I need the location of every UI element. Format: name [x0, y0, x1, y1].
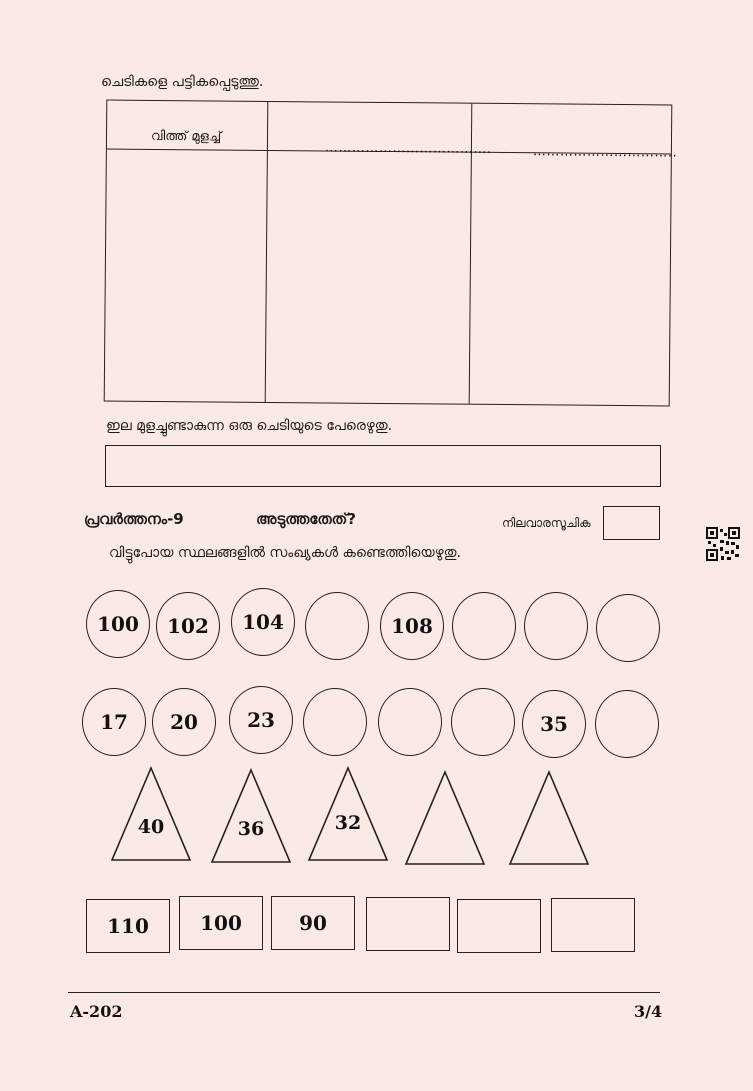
activity-instruction: വിട്ടുപോയ സ്ഥലങ്ങളിൽ സംഖ്യകൾ കണ്ടെത്തിയെഴുതു.: [109, 545, 461, 561]
circle-r1-5: 108: [380, 592, 444, 660]
score-label: നിലവാരസൂചിക: [502, 516, 591, 530]
score-box[interactable]: [603, 506, 660, 540]
triangle-2-value: 36: [237, 818, 265, 840]
square-1: 110: [86, 899, 170, 953]
circle-r1-4[interactable]: [305, 592, 369, 660]
plants-table: [104, 100, 678, 407]
paper-code: A-202: [70, 1002, 123, 1021]
circle-r2-8[interactable]: [595, 690, 659, 758]
page-number: 3/4: [634, 1002, 663, 1021]
activity-title: അടുത്തതേത്?: [256, 510, 357, 528]
circle-r1-2: 102: [156, 592, 220, 660]
square-3: 90: [271, 896, 355, 950]
footer-divider: [68, 992, 660, 993]
circle-r2-1: 17: [82, 688, 146, 756]
circle-r2-4[interactable]: [303, 688, 367, 756]
circle-r1-1: 100: [86, 590, 150, 658]
table-header-seed: വിത്ത് മുളച്ച്: [150, 128, 222, 145]
leaf-answer-box[interactable]: [105, 445, 661, 487]
circle-r2-3: 23: [229, 686, 293, 754]
table-header-blank-1[interactable]: ……………………………….: [324, 140, 492, 157]
triangle-1: [110, 766, 192, 862]
square-6[interactable]: [551, 898, 635, 952]
qr-code-icon: [706, 527, 740, 561]
triangle-3-value: 32: [334, 812, 362, 834]
activity-label: പ്രവർത്തനം-9: [84, 510, 184, 528]
square-2: 100: [179, 896, 263, 950]
triangle-5[interactable]: [508, 770, 590, 866]
square-5[interactable]: [457, 899, 541, 953]
circle-r1-8[interactable]: [596, 594, 660, 662]
circle-r2-5[interactable]: [378, 688, 442, 756]
circle-r1-3: 104: [231, 588, 295, 656]
triangle-4[interactable]: [404, 770, 486, 866]
table-header-blank-2[interactable]: …………………………..: [532, 144, 678, 161]
triangle-2: [210, 768, 292, 864]
circle-r2-2: 20: [152, 688, 216, 756]
table-instruction: ചെടികളെ പട്ടികപ്പെടുത്തു.: [101, 74, 264, 90]
square-4[interactable]: [366, 897, 450, 951]
circle-r2-6[interactable]: [451, 688, 515, 756]
table-divider-1: [265, 102, 269, 402]
circle-r2-7: 35: [522, 690, 586, 758]
triangle-1-value: 40: [137, 816, 165, 838]
circle-r1-7[interactable]: [524, 592, 588, 660]
circle-r1-6[interactable]: [452, 592, 516, 660]
triangle-3: [307, 766, 389, 862]
leaf-question: ഇല മുളച്ചുണ്ടാകുന്ന ഒരു ചെടിയുടെ പേരെഴുതു.: [106, 418, 393, 434]
